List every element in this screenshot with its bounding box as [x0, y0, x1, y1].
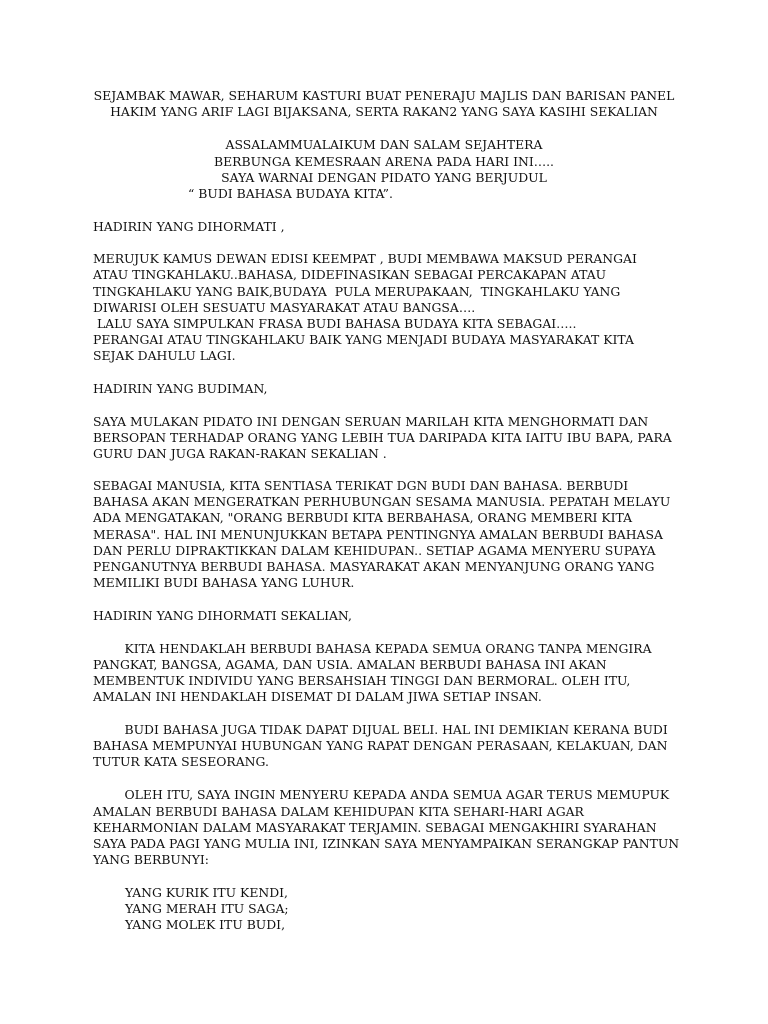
paragraph-line: DAN PERLU DIPRAKTIKKAN DALAM KEHIDUPAN.. SETIAP AGAMA MENYERU SUPAYA [93, 543, 656, 558]
paragraph-line: LALU SAYA SIMPULKAN FRASA BUDI BAHASA BUDAYA KITA SEBAGAI….. [93, 316, 577, 331]
paragraph-line: PERANGAI ATAU TINGKAHLAKU BAIK YANG MENJADI BUDAYA MASYARAKAT KITA [93, 332, 634, 347]
paragraph-line: MEMBENTUK INDIVIDU YANG BERSAHSIAH TINGGI DAN BERMORAL. OLEH ITU, [93, 673, 631, 688]
paragraph-line: YANG BERBUNYI: [93, 852, 209, 867]
paragraph-line: BUDI BAHASA JUGA TIDAK DAPAT DIJUAL BELI. HAL INI DEMIKIAN KERANA BUDI [93, 722, 668, 737]
paragraph-line: AMALAN INI HENDAKLAH DISEMAT DI DALAM JIWA SETIAP INSAN. [93, 689, 542, 704]
pantun-line: YANG MOLEK ITU BUDI, [125, 917, 286, 932]
paragraph-line: BAHASA MEMPUNYAI HUBUNGAN YANG RAPAT DENGAN PERASAAN, KELAKUAN, DAN [93, 738, 668, 753]
paragraph-line: ATAU TINGKAHLAKU..BAHASA, DIDEFINASIKAN SEBAGAI PERCAKAPAN ATAU [93, 267, 607, 282]
paragraph-line: KEHARMONIAN DALAM MASYARAKAT TERJAMIN. SEBAGAI MENGAKHIRI SYARAHAN [93, 820, 657, 835]
paragraph-line: PANGKAT, BANGSA, AGAMA, DAN USIA. AMALAN BERBUDI BAHASA INI AKAN [93, 657, 607, 672]
paragraph-line: KITA HENDAKLAH BERBUDI BAHASA KEPADA SEMUA ORANG TANPA MENGIRA [93, 641, 652, 656]
paragraph-line: TINGKAHLAKU YANG BAIK,BUDAYA PULA MERUPAKAAN, TINGKAHLAKU YANG [93, 284, 621, 299]
opening-line: HAKIM YANG ARIF LAGI BIJAKSANA, SERTA RAKAN2 YANG SAYA KASIHI SEKALIAN [110, 104, 658, 119]
greeting-line: BERBUNGA KEMESRAAN ARENA PADA HARI INI….. [213, 154, 554, 169]
paragraph-line: PENGANUTNYA BERBUDI BAHASA. MASYARAKAT AKAN MENYANJUNG ORANG YANG [93, 559, 655, 574]
paragraph-line: MERASA". HAL INI MENUNJUKKAN BETAPA PENTINGNYA AMALAN BERBUDI BAHASA [93, 527, 663, 542]
pantun-line: YANG KURIK ITU KENDI, [125, 885, 288, 900]
paragraph-line: OLEH ITU, SAYA INGIN MENYERU KEPADA ANDA SEMUA AGAR TERUS MEMUPUK [93, 787, 670, 802]
paragraph-line: BAHASA AKAN MENGERATKAN PERHUBUNGAN SESAMA MANUSIA. PEPATAH MELAYU [93, 494, 671, 509]
salutation-heading: HADIRIN YANG DIHORMATI , [93, 219, 285, 234]
salutation-heading: HADIRIN YANG DIHORMATI SEKALIAN, [93, 608, 352, 623]
paragraph-line: BERSOPAN TERHADAP ORANG YANG LEBIH TUA DARIPADA KITA IAITU IBU BAPA, PARA [93, 430, 672, 445]
paragraph-line: MEMILIKI BUDI BAHASA YANG LUHUR. [93, 575, 355, 590]
paragraph-line: AMALAN BERBUDI BAHASA DALAM KEHIDUPAN KITA SEHARI-HARI AGAR [93, 804, 584, 819]
paragraph-line: ADA MENGATAKAN, "ORANG BERBUDI KITA BERBAHASA, ORANG MEMBERI KITA [93, 510, 633, 525]
speech-title: “ BUDI BAHASA BUDAYA KITA”. [188, 186, 393, 201]
paragraph-line: GURU DAN JUGA RAKAN-RAKAN SEKALIAN . [93, 446, 387, 461]
paragraph-line: TUTUR KATA SESEORANG. [93, 754, 269, 769]
greeting-line: SAYA WARNAI DENGAN PIDATO YANG BERJUDUL [221, 170, 547, 185]
opening-line: SEJAMBAK MAWAR, SEHARUM KASTURI BUAT PENERAJU MAJLIS DAN BARISAN PANEL [93, 88, 675, 103]
paragraph-line: SEBAGAI MANUSIA, KITA SENTIASA TERIKAT DGN BUDI DAN BAHASA. BERBUDI [93, 478, 629, 493]
paragraph-line: MERUJUK KAMUS DEWAN EDISI KEEMPAT , BUDI MEMBAWA MAKSUD PERANGAI [93, 251, 637, 266]
salutation-heading: HADIRIN YANG BUDIMAN, [93, 381, 268, 396]
paragraph-line: SAYA MULAKAN PIDATO INI DENGAN SERUAN MARILAH KITA MENGHORMATI DAN [93, 414, 649, 429]
paragraph-line: DIWARISI OLEH SESUATU MASYARAKAT ATAU BANGSA…. [93, 300, 476, 315]
greeting-line: ASSALAMMUALAIKUM DAN SALAM SEJAHTERA [225, 137, 543, 152]
pantun-line: YANG MERAH ITU SAGA; [125, 901, 289, 916]
paragraph-line: SAYA PADA PAGI YANG MULIA INI, IZINKAN SAYA MENYAMPAIKAN SERANGKAP PANTUN [93, 836, 680, 851]
paragraph-line: SEJAK DAHULU LAGI. [93, 348, 236, 363]
